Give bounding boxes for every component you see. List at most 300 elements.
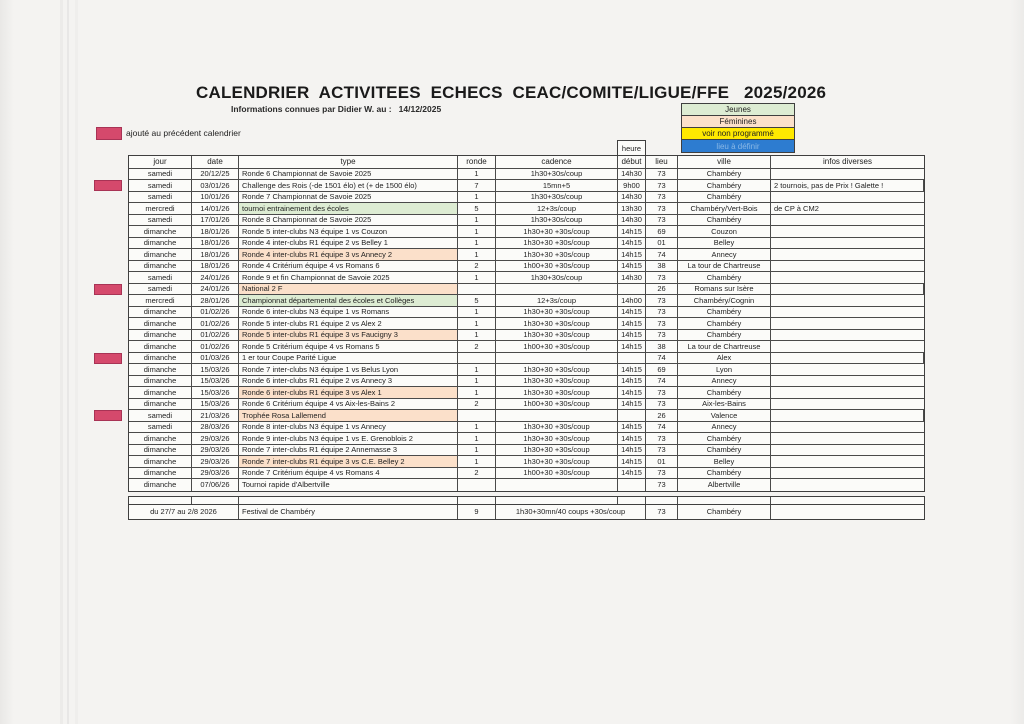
cell-ronde: 1	[458, 433, 496, 444]
cell-jour: samedi	[129, 272, 192, 283]
cell-debut	[618, 353, 646, 364]
cell-debut: 14h15	[618, 238, 646, 249]
table-row	[129, 456, 924, 468]
cell-ville: Chambéry/Cognin	[678, 295, 771, 306]
cell-ville: Chambéry	[678, 433, 771, 444]
table-row	[129, 468, 924, 480]
cell-infos	[771, 468, 924, 479]
table-header-row	[129, 156, 924, 169]
cell-type: tournoi entrainement des écoles	[239, 203, 458, 214]
cell-type	[239, 497, 458, 504]
cell-infos	[771, 307, 924, 318]
cell-ville: Chambéry	[678, 307, 771, 318]
cell-date: 03/01/26	[192, 180, 239, 191]
table-row	[129, 330, 924, 342]
cell-cadence: 12+3s/coup	[496, 203, 618, 214]
cell-ronde: 1	[458, 456, 496, 467]
added-note	[96, 126, 241, 140]
cell-date: 17/01/26	[192, 215, 239, 226]
added-row-marker	[94, 410, 122, 421]
cell-ville: Chambéry	[678, 180, 771, 191]
cell-infos	[771, 330, 924, 341]
cell-lieu: 26	[646, 410, 678, 421]
cell-lieu: 73	[646, 433, 678, 444]
cell-type: Ronde 6 inter-clubs R1 équipe 3 vs Alex 1	[239, 387, 458, 398]
cell-infos	[771, 284, 924, 295]
cell-lieu: 38	[646, 341, 678, 352]
cell-ville: Chambéry/Vert-Bois	[678, 203, 771, 214]
cell-type: Challenge des Rois (-de 1501 élo) et (+ de 1500 élo)	[239, 180, 458, 191]
cell-debut: 14h15	[618, 433, 646, 444]
cell-ville: Lyon	[678, 364, 771, 375]
cell-ville: Chambéry	[678, 192, 771, 203]
cell-debut: 13h30	[618, 203, 646, 214]
cell-ronde: 2	[458, 468, 496, 479]
cell-infos	[771, 261, 924, 272]
cell-date: 29/03/26	[192, 468, 239, 479]
cell-infos	[771, 318, 924, 329]
cell-lieu: 74	[646, 249, 678, 260]
cell-type: Ronde 5 Critérium équipe 4 vs Romans 5	[239, 341, 458, 352]
cell-ville: Chambéry	[678, 505, 771, 519]
cell-ville: La tour de Chartreuse	[678, 341, 771, 352]
cell-type: Ronde 9 inter-clubs N3 équipe 1 vs E. Grenoblois 2	[239, 433, 458, 444]
cell-lieu: 73	[646, 192, 678, 203]
cell-ronde: 5	[458, 203, 496, 214]
cell-infos	[771, 497, 924, 504]
table-row	[129, 203, 924, 215]
cell-cadence: 1h30+30 +30s/coup	[496, 226, 618, 237]
cell-debut: 14h30	[618, 169, 646, 180]
cell-jour: mercredi	[129, 203, 192, 214]
cell-debut	[618, 284, 646, 295]
cell-jour: samedi	[129, 192, 192, 203]
cell-date: 15/03/26	[192, 387, 239, 398]
cell-ronde: 1	[458, 307, 496, 318]
cell-debut: 14h15	[618, 445, 646, 456]
calendar-table	[128, 155, 925, 492]
cell-lieu: 69	[646, 364, 678, 375]
cell-ronde: 5	[458, 295, 496, 306]
cell-ronde: 1	[458, 387, 496, 398]
cell-lieu: 26	[646, 284, 678, 295]
cell-type: Ronde 7 inter-clubs R1 équipe 2 Annemasse 3	[239, 445, 458, 456]
cell-ronde: 1	[458, 330, 496, 341]
cell-cadence	[496, 410, 618, 421]
table-row	[129, 422, 924, 434]
cell-debut: 14h15	[618, 318, 646, 329]
added-row-marker	[94, 353, 122, 364]
cell-lieu: 73	[646, 399, 678, 410]
empty-row	[129, 497, 924, 504]
cell-infos: 2 tournois, pas de Prix ! Galette !	[771, 180, 924, 191]
cell-lieu: 73	[646, 169, 678, 180]
cell-debut: 14h30	[618, 192, 646, 203]
table-row	[129, 445, 924, 457]
table-row	[129, 387, 924, 399]
cell-lieu: 73	[646, 505, 678, 519]
cell-jour: dimanche	[129, 364, 192, 375]
cell-ville: Chambéry	[678, 330, 771, 341]
legend-item-1: Féminines	[682, 116, 794, 128]
cell-cadence: 1h30+30 +30s/coup	[496, 387, 618, 398]
cell-type: Trophée Rosa Lallemend	[239, 410, 458, 421]
cell-date: 28/01/26	[192, 295, 239, 306]
table-row	[129, 364, 924, 376]
cell-type: Ronde 4 inter-clubs R1 équipe 2 vs Belley 1	[239, 238, 458, 249]
cell-ronde: 1	[458, 249, 496, 260]
table-row	[129, 376, 924, 388]
cell-lieu: 73	[646, 215, 678, 226]
cell-ville: Chambéry	[678, 468, 771, 479]
cell-ville: Valence	[678, 410, 771, 421]
cell-cadence	[496, 353, 618, 364]
cell-ronde: 1	[458, 318, 496, 329]
cell-debut: 14h15	[618, 422, 646, 433]
cell-ronde	[458, 284, 496, 295]
cell-cadence: 1h30+30s/coup	[496, 272, 618, 283]
cell-debut: 14h30	[618, 272, 646, 283]
cell-jour: dimanche	[129, 249, 192, 260]
table-row	[129, 192, 924, 204]
cell-ville: Annecy	[678, 422, 771, 433]
cell-debut: 14h15	[618, 364, 646, 375]
cell-ville: Chambéry	[678, 445, 771, 456]
cell-date: 01/02/26	[192, 307, 239, 318]
cell-lieu: 38	[646, 261, 678, 272]
cell-type: National 2 F	[239, 284, 458, 295]
cell-infos	[771, 341, 924, 352]
page-title: CALENDRIER ACTIVITEES ECHECS CEAC/COMITE/LIGUE/FFE 2025/2026	[196, 83, 827, 102]
cell-cadence: 15mn+5	[496, 180, 618, 191]
added-row-marker	[94, 284, 122, 295]
table-row	[129, 479, 924, 491]
header-cell-ronde: ronde	[458, 156, 496, 168]
cell-lieu: 74	[646, 376, 678, 387]
cell-ronde: 1	[458, 226, 496, 237]
cell-date: 01/02/26	[192, 341, 239, 352]
cell-cadence: 1h00+30 +30s/coup	[496, 341, 618, 352]
cell-ronde: 2	[458, 261, 496, 272]
cell-date: 29/03/26	[192, 433, 239, 444]
pink-marker-swatch	[96, 127, 122, 140]
cell-lieu: 69	[646, 226, 678, 237]
scan-streak	[60, 0, 63, 724]
cell-ronde	[458, 410, 496, 421]
cell-ronde: 1	[458, 272, 496, 283]
cell-infos	[771, 422, 924, 433]
cell-jour: dimanche	[129, 456, 192, 467]
table-row	[129, 410, 924, 422]
cell-date: 29/03/26	[192, 456, 239, 467]
cell-type: Ronde 6 Critérium équipe 4 vs Aix-les-Bains 2	[239, 399, 458, 410]
table-row	[129, 284, 924, 296]
cell-cadence: 1h30+30s/coup	[496, 192, 618, 203]
cell-debut	[618, 479, 646, 491]
cell-cadence: 1h30+30 +30s/coup	[496, 422, 618, 433]
scan-streak	[75, 0, 78, 724]
cell-ronde: 9	[458, 505, 496, 519]
cell-infos	[771, 456, 924, 467]
cell-date: 18/01/26	[192, 238, 239, 249]
cell-cadence: 1h30+30 +30s/coup	[496, 307, 618, 318]
cell-lieu: 73	[646, 272, 678, 283]
table-row	[129, 307, 924, 319]
cell-jour: dimanche	[129, 479, 192, 491]
cell-infos	[771, 295, 924, 306]
table-row	[129, 226, 924, 238]
cell-range: du 27/7 au 2/8 2026	[129, 505, 239, 519]
cell-ronde: 1	[458, 376, 496, 387]
cell-infos	[771, 364, 924, 375]
cell-lieu: 74	[646, 422, 678, 433]
header-cell-debut: début	[618, 156, 646, 168]
cell-debut: 14h15	[618, 376, 646, 387]
cell-debut: 14h15	[618, 226, 646, 237]
cell-debut: 14h15	[618, 387, 646, 398]
legend-item-0: Jeunes	[682, 104, 794, 116]
cell-jour: dimanche	[129, 399, 192, 410]
cell-lieu: 73	[646, 479, 678, 491]
cell-ronde: 1	[458, 445, 496, 456]
cell-lieu: 73	[646, 330, 678, 341]
festival-row-table	[128, 504, 925, 520]
cell-infos	[771, 433, 924, 444]
cell-date: 07/06/26	[192, 479, 239, 491]
cell-ronde: 2	[458, 341, 496, 352]
cell-infos	[771, 505, 924, 519]
cell-cadence: 1h30+30s/coup	[496, 169, 618, 180]
cell-cadence: 1h00+30 +30s/coup	[496, 261, 618, 272]
cell-jour: dimanche	[129, 376, 192, 387]
cell-date: 01/02/26	[192, 318, 239, 329]
cell-date: 18/01/26	[192, 226, 239, 237]
cell-cadence	[496, 479, 618, 491]
cell-jour	[129, 497, 192, 504]
cell-jour: dimanche	[129, 353, 192, 364]
cell-lieu: 73	[646, 307, 678, 318]
cell-jour: dimanche	[129, 330, 192, 341]
cell-ville: Annecy	[678, 376, 771, 387]
cell-lieu: 73	[646, 468, 678, 479]
cell-lieu: 73	[646, 203, 678, 214]
cell-jour: dimanche	[129, 468, 192, 479]
cell-type: Ronde 4 Critérium équipe 4 vs Romans 6	[239, 261, 458, 272]
cell-cadence	[496, 497, 618, 504]
cell-debut	[618, 497, 646, 504]
cell-type: Festival de Chambéry	[239, 505, 458, 519]
cell-type: Ronde 7 Critérium équipe 4 vs Romans 4	[239, 468, 458, 479]
table-row	[129, 215, 924, 227]
cell-type: Ronde 5 inter-clubs R1 équipe 3 vs Faucigny 3	[239, 330, 458, 341]
cell-cadence: 12+3s/coup	[496, 295, 618, 306]
cell-date: 15/03/26	[192, 399, 239, 410]
cell-type: Championnat départemental des écoles et Collèges	[239, 295, 458, 306]
cell-debut: 14h15	[618, 341, 646, 352]
cell-lieu: 73	[646, 445, 678, 456]
cell-type: Ronde 5 inter-clubs R1 équipe 2 vs Alex 2	[239, 318, 458, 329]
cell-infos	[771, 353, 924, 364]
cell-cadence: 1h30+30s/coup	[496, 215, 618, 226]
cell-jour: dimanche	[129, 307, 192, 318]
table-row	[129, 295, 924, 307]
cell-infos	[771, 249, 924, 260]
cell-lieu: 01	[646, 238, 678, 249]
cell-ronde: 1	[458, 238, 496, 249]
header-cell-date: date	[192, 156, 239, 168]
header-cell-type: type	[239, 156, 458, 168]
cell-lieu: 73	[646, 180, 678, 191]
legend-item-3: lieu à définir	[682, 140, 794, 152]
cell-ronde	[458, 479, 496, 491]
table-row	[129, 180, 924, 192]
cell-cadence: 1h30+30 +30s/coup	[496, 433, 618, 444]
cell-ville: Couzon	[678, 226, 771, 237]
cell-jour: samedi	[129, 410, 192, 421]
cell-ronde	[458, 497, 496, 504]
cell-ville: Alex	[678, 353, 771, 364]
cell-ville: Romans sur Isère	[678, 284, 771, 295]
cell-cadlong: 1h30+30mn/40 coups +30s/coup	[496, 505, 646, 519]
cell-ronde: 1	[458, 422, 496, 433]
cell-lieu	[646, 497, 678, 504]
cell-infos	[771, 272, 924, 283]
cell-infos	[771, 238, 924, 249]
cell-infos	[771, 226, 924, 237]
cell-lieu: 73	[646, 295, 678, 306]
cell-ville: Chambéry	[678, 215, 771, 226]
table-row	[129, 272, 924, 284]
scan-streak	[67, 0, 69, 724]
cell-debut: 14h30	[618, 215, 646, 226]
cell-ronde: 7	[458, 180, 496, 191]
cell-cadence: 1h30+30 +30s/coup	[496, 249, 618, 260]
cell-jour: dimanche	[129, 433, 192, 444]
cell-ville: Chambéry	[678, 387, 771, 398]
cell-infos: de CP à CM2	[774, 203, 819, 213]
cell-jour: samedi	[129, 169, 192, 180]
table-row	[129, 169, 924, 181]
cell-jour: dimanche	[129, 445, 192, 456]
cell-ville: Albertville	[678, 479, 771, 491]
added-row-marker	[94, 180, 122, 191]
cell-debut: 14h15	[618, 456, 646, 467]
cell-date: 10/01/26	[192, 192, 239, 203]
cell-type: Ronde 8 inter-clubs N3 équipe 1 vs Annecy	[239, 422, 458, 433]
cell-lieu: 01	[646, 456, 678, 467]
cell-infos	[771, 399, 924, 410]
cell-ville: Chambéry	[678, 169, 771, 180]
cell-cadence: 1h00+30 +30s/coup	[496, 399, 618, 410]
cell-ronde: 1	[458, 192, 496, 203]
cell-ville: Annecy	[678, 249, 771, 260]
cell-jour: dimanche	[129, 318, 192, 329]
cell-date: 01/02/26	[192, 330, 239, 341]
table-row	[129, 238, 924, 250]
cell-type: Ronde 6 inter-clubs N3 équipe 1 vs Romans	[239, 307, 458, 318]
cell-infos	[771, 169, 924, 180]
cell-cadence: 1h00+30 +30s/coup	[496, 468, 618, 479]
cell-date: 18/01/26	[192, 249, 239, 260]
cell-type: Ronde 5 inter-clubs N3 équipe 1 vs Couzon	[239, 226, 458, 237]
cell-infos	[771, 215, 924, 226]
table-row	[129, 249, 924, 261]
cell-debut: 9h00	[618, 180, 646, 191]
cell-date: 28/03/26	[192, 422, 239, 433]
cell-jour: samedi	[129, 422, 192, 433]
cell-debut: 14h15	[618, 468, 646, 479]
cell-type: 1 er tour Coupe Parité Ligue	[239, 353, 458, 364]
cell-lieu: 74	[646, 353, 678, 364]
cell-date: 15/03/26	[192, 364, 239, 375]
cell-date: 15/03/26	[192, 376, 239, 387]
cell-ville: Chambéry	[678, 272, 771, 283]
cell-date: 01/03/26	[192, 353, 239, 364]
cell-debut	[618, 410, 646, 421]
cell-debut: 14h15	[618, 307, 646, 318]
cell-date: 14/01/26	[192, 203, 239, 214]
cell-cadence: 1h30+30 +30s/coup	[496, 376, 618, 387]
cell-type: Ronde 4 inter-clubs R1 équipe 3 vs Annecy 2	[239, 249, 458, 260]
cell-infos	[771, 479, 924, 491]
cell-cadence: 1h30+30 +30s/coup	[496, 318, 618, 329]
header-cell-cadence: cadence	[496, 156, 618, 168]
heure-header-box: heure	[617, 140, 646, 156]
table-row	[129, 399, 924, 411]
table-row	[129, 433, 924, 445]
header-cell-lieu: lieu	[646, 156, 678, 168]
cell-debut: 14h00	[618, 295, 646, 306]
cell-cadence: 1h30+30 +30s/coup	[496, 456, 618, 467]
cell-ville: Aix-les-Bains	[678, 399, 771, 410]
legend-item-2: voir non programmé	[682, 128, 794, 140]
cell-lieu: 73	[646, 387, 678, 398]
cell-jour: dimanche	[129, 387, 192, 398]
cell-type: Ronde 6 inter-clubs R1 équipe 2 vs Annecy 3	[239, 376, 458, 387]
header-cell-infos: infos diverses	[823, 156, 872, 166]
cell-infos	[771, 410, 924, 421]
legend	[681, 103, 795, 153]
cell-date: 20/12/25	[192, 169, 239, 180]
cell-lieu: 73	[646, 318, 678, 329]
cell-jour: mercredi	[129, 295, 192, 306]
cell-type: Ronde 6 Championnat de Savoie 2025	[239, 169, 458, 180]
cell-debut: 14h15	[618, 249, 646, 260]
cell-cadence: 1h30+30 +30s/coup	[496, 238, 618, 249]
cell-ville	[678, 497, 771, 504]
page-subtitle: Informations connues par Didier W. au : 14/12/2025	[231, 104, 442, 114]
cell-type: Ronde 7 inter-clubs N3 équipe 1 vs Belus Lyon	[239, 364, 458, 375]
cell-ville: Chambéry	[678, 318, 771, 329]
cell-type: Ronde 8 Championnat de Savoie 2025	[239, 215, 458, 226]
cell-ronde: 1	[458, 215, 496, 226]
cell-infos	[771, 192, 924, 203]
cell-jour: dimanche	[129, 226, 192, 237]
cell-cadence	[496, 284, 618, 295]
cell-ville: Belley	[678, 238, 771, 249]
cell-cadence: 1h30+30 +30s/coup	[496, 445, 618, 456]
cell-jour: samedi	[129, 180, 192, 191]
cell-jour: dimanche	[129, 341, 192, 352]
cell-date: 24/01/26	[192, 284, 239, 295]
cell-infos	[771, 376, 924, 387]
table-row	[129, 353, 924, 365]
cell-jour: dimanche	[129, 261, 192, 272]
cell-cadence: 1h30+30 +30s/coup	[496, 364, 618, 375]
cell-type: Ronde 9 et fin Championnat de Savoie 2025	[239, 272, 458, 283]
cell-type: Tournoi rapide d'Albertville	[239, 479, 458, 491]
cell-ville: Belley	[678, 456, 771, 467]
